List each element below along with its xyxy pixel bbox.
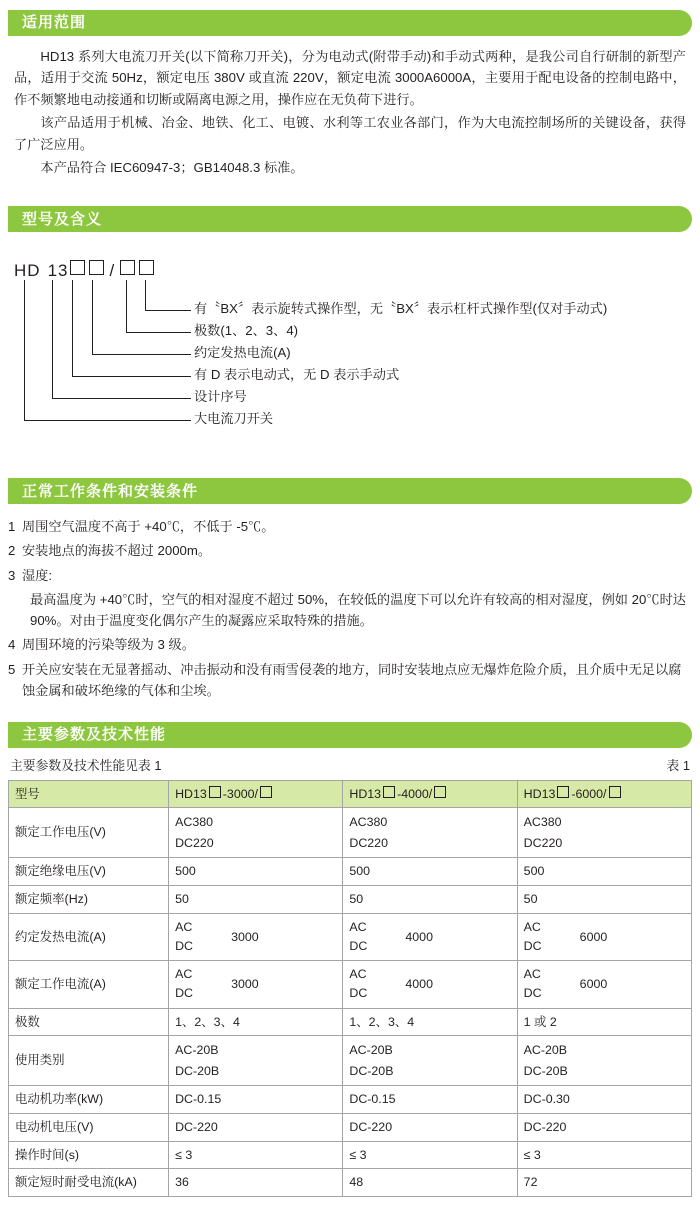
value-line: DC220 [523,835,563,850]
acdc-tags [524,918,558,956]
row-value: DC-0.15 [343,1086,517,1114]
condition-number: 4 [8,637,16,653]
model-box-2 [89,260,104,275]
tag-dc: DC [523,938,542,953]
header-model: 型号 [9,780,169,808]
row-value: 50 [169,886,343,914]
model-label-3: 约定发热电流(A) [194,345,291,361]
row-label: 额定工作电压(V) [9,808,169,858]
table-row [9,808,692,858]
row-value: DC-220 [517,1113,691,1141]
spec-table-body [9,808,692,1197]
tag-ac: AC [349,919,367,934]
value-line: DC-20B [349,1063,394,1078]
row-value: ≤ 3 [517,1141,691,1169]
row-label: 极数 [9,1008,169,1036]
tag-ac: AC [523,919,541,934]
header-col-3-mid: -6000/ [571,786,607,801]
tag-ac: AC [349,967,367,982]
acdc-number: 6000 [579,976,608,991]
tag-ac: AC [175,967,193,982]
row-value: ≤ 3 [169,1141,343,1169]
dual-value [175,1040,336,1081]
header-col-2-pre: HD13 [349,786,382,801]
condition-text: 周围环境的污染等级为 3 级。 [22,637,195,653]
header-box-icon [434,786,446,798]
value-line: AC380 [523,815,562,830]
scope-paragraph-2: 该产品适用于机械、冶金、地铁、化工、电镀、水利等工农业各部门，作为大电流控制场所的关键设备，获得了广泛应用。 [14,115,686,152]
model-code-prefix: HD [14,261,41,281]
section-scope [0,10,700,184]
model-body [0,232,700,472]
condition-item [8,634,686,655]
model-code-diagram [14,258,686,468]
row-value: 500 [517,858,691,886]
row-value: 1、2、3、4 [169,1008,343,1036]
value-line: AC-20B [349,1043,393,1058]
header-col-1-pre: HD13 [175,786,207,801]
row-value [169,913,343,960]
header-box-icon [260,786,272,798]
spec-table-head [9,780,692,808]
row-value: 50 [517,886,691,914]
row-value [169,961,343,1008]
condition-number: 3 [8,567,16,583]
row-value [517,808,691,858]
table-row [9,1008,692,1036]
condition-item [8,540,686,561]
row-value: DC-0.30 [517,1086,691,1114]
tag-dc: DC [523,986,542,1001]
condition-item [8,659,686,701]
section-title-conditions: 正常工作条件和安装条件 [22,482,199,500]
header-box-icon [209,786,221,798]
header-col-3-pre: HD13 [523,786,556,801]
header-col-1 [169,780,343,808]
value-line: DC-20B [175,1063,220,1078]
row-value [517,1036,691,1086]
condition-text: 湿度: [22,567,53,583]
row-value [343,913,517,960]
row-value: DC-220 [343,1113,517,1141]
model-box-1 [70,260,85,275]
tag-dc: DC [175,986,194,1001]
row-value [169,1036,343,1086]
row-label: 约定发热电流(A) [9,913,169,960]
model-label-5: 设计序号 [194,389,247,405]
acdc-value [175,965,336,1003]
row-value: DC-0.15 [169,1086,343,1114]
section-header-model [8,206,692,232]
acdc-tags [524,965,558,1003]
table-row [9,1141,692,1169]
row-value [517,961,691,1008]
acdc-number: 3000 [231,976,259,991]
model-label-2: 极数(1、2、3、4) [194,323,299,339]
table-row [9,858,692,886]
scope-body [0,36,700,184]
row-value: 500 [343,858,517,886]
model-label-1: 有〝BX〞表示旋转式操作型，无〝BX〞表示杠杆式操作型(仅对手动式) [194,301,608,317]
section-title-params: 主要参数及技术性能 [22,726,167,744]
row-value: 1、2、3、4 [343,1008,517,1036]
value-line: AC380 [175,815,213,830]
row-value: ≤ 3 [343,1141,517,1169]
tag-ac: AC [523,967,541,982]
condition-number: 1 [8,519,16,535]
condition-text: 开关应安装在无显著摇动、冲击振动和没有雨雪侵袭的地方，同时安装地点应无爆炸危险介质，且介质中无足以腐蚀金属和破坏绝缘的气体和尘埃。 [22,661,682,698]
section-header-params [8,722,692,748]
row-label: 电动机电压(V) [9,1113,169,1141]
header-box-icon [557,786,569,798]
table-caption-left: 主要参数及技术性能见表 1 [10,757,162,773]
row-value: 1 或 2 [517,1008,691,1036]
condition-item [8,565,686,586]
dual-value [524,812,685,853]
row-value: 36 [169,1169,343,1197]
row-value [343,808,517,858]
conditions-body [0,504,700,710]
section-params [0,722,700,1197]
value-line: DC220 [175,835,214,850]
tag-dc: DC [349,986,368,1001]
acdc-number: 4000 [405,976,433,991]
table-row [9,1036,692,1086]
model-code-slash: / [109,261,116,281]
value-line: AC-20B [523,1043,568,1058]
row-value [517,913,691,960]
model-label-4: 有 D 表示电动式，无 D 表示手动式 [194,367,400,383]
row-label: 额定绝缘电压(V) [9,858,169,886]
row-value: 48 [343,1169,517,1197]
row-label: 额定频率(Hz) [9,886,169,914]
row-value [169,808,343,858]
tag-dc: DC [349,938,368,953]
model-box-4 [139,260,154,275]
table-row [9,1113,692,1141]
model-box-3 [120,260,135,275]
row-value: 72 [517,1169,691,1197]
acdc-value [524,965,685,1003]
condition-item [8,516,686,537]
acdc-number: 6000 [579,929,608,944]
spec-table [8,780,692,1197]
header-col-1-mid: -3000/ [222,786,258,801]
header-col-3 [517,780,691,808]
row-label: 使用类别 [9,1036,169,1086]
condition-text: 安装地点的海拔不超过 2000m。 [22,543,212,559]
row-value: 500 [169,858,343,886]
value-line: AC-20B [175,1043,219,1058]
section-model [0,206,700,472]
row-value [343,961,517,1008]
acdc-number: 4000 [405,929,433,944]
table-row [9,1169,692,1197]
table-row [9,961,692,1008]
acdc-tags [175,918,209,956]
row-label: 额定工作电流(A) [9,961,169,1008]
acdc-number: 3000 [231,929,259,944]
header-box-icon [609,786,621,798]
catalog-page [0,10,700,1197]
section-title-model: 型号及含义 [22,210,103,228]
acdc-tags [349,965,383,1003]
value-line: AC380 [349,815,388,830]
row-label: 电动机功率(kW) [9,1086,169,1114]
value-line: DC-20B [523,1063,568,1078]
condition-number: 2 [8,543,16,559]
acdc-tags [349,918,383,956]
row-label: 操作时间(s) [9,1141,169,1169]
acdc-value [349,918,510,956]
header-col-2 [343,780,517,808]
section-title-scope: 适用范围 [22,14,87,32]
section-header-conditions [8,478,692,504]
acdc-value [349,965,510,1003]
acdc-value [524,918,685,956]
table-header-row [9,780,692,808]
scope-paragraph-1: HD13 系列大电流刀开关(以下简称刀开关)，分为电动式(附带手动)和手动式两种，是我公司自行研制的新型产品，适用于交流 50Hz，额定电压 380V 或直流 220V，额定电流 3000A6000A，主要用于配电设备的控制电路中，作不频繁地电动接通和切断或隔离电源之用，操作应在无负荷下进行。 [14,49,686,107]
table-row [9,886,692,914]
dual-value [349,1040,510,1081]
scope-paragraph-3: 本产品符合 IEC60947-3；GB14048.3 标准。 [40,159,304,175]
condition-sub-text: 最高温度为 +40℃时，空气的相对湿度不超过 50%，在较低的温度下可以允许有较高的相对湿度，例如 20℃时达 90%。对由于温度变化偶尔产生的凝露应采取特殊的措施。 [30,591,686,628]
params-body [0,748,700,1197]
row-value: DC-220 [169,1113,343,1141]
row-label: 额定短时耐受电流(kA) [9,1169,169,1197]
leader-line-6 [24,280,191,421]
model-code-series: 13 [47,261,69,281]
tag-ac: AC [175,919,193,934]
dual-value [349,812,510,853]
header-col-2-mid: -4000/ [397,786,433,801]
section-header-scope [8,10,692,36]
row-value [343,1036,517,1086]
condition-text: 周围空气温度不高于 +40℃，不低于 -5℃。 [22,519,275,535]
row-value: 50 [343,886,517,914]
condition-number: 5 [8,661,16,677]
acdc-tags [175,965,209,1003]
table-caption-right: 表 1 [666,757,690,773]
section-conditions [0,478,700,710]
acdc-value [175,918,336,956]
header-box-icon [383,786,395,798]
dual-value [524,1040,685,1081]
table-caption [8,756,692,776]
table-row [9,1086,692,1114]
tag-dc: DC [175,938,194,953]
model-label-6: 大电流刀开关 [194,411,274,427]
dual-value [175,812,336,853]
table-row [9,913,692,960]
value-line: DC220 [349,835,388,850]
